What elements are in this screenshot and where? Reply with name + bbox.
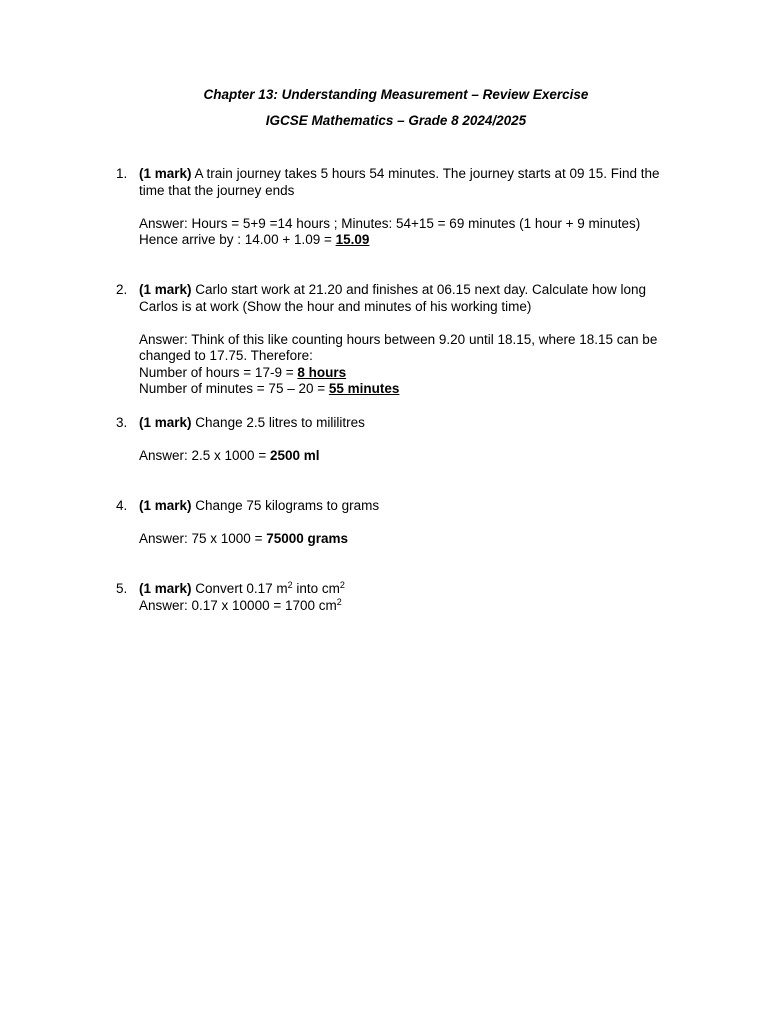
answer-intro: Answer: Think of this like counting hours between 9.20 until 18.15, where 18.15 can be changed to 17.75. Therefore: — [139, 331, 658, 363]
document-title: Chapter 13: Understanding Measurement – Review Exercise — [203, 87, 589, 102]
question-prompt-a: Convert 0.17 m — [195, 581, 288, 596]
mark-label: (1 mark) — [139, 415, 192, 430]
question-3 — [116, 415, 676, 465]
answer-prefix: Answer: 2.5 x 1000 = — [139, 448, 270, 463]
question-number: 3. — [116, 415, 128, 430]
mark-label: (1 mark) — [139, 581, 192, 596]
answer-result: 2500 ml — [269, 448, 320, 463]
question-prompt-b: into cm — [292, 581, 340, 596]
question-prompt: A train journey takes 5 hours 54 minutes. The journey starts at 09 15. Find the time that the journey ends — [139, 166, 660, 198]
answer-line — [139, 448, 676, 465]
question-number: 5. — [116, 581, 128, 596]
question-text — [139, 498, 676, 515]
exponent: 2 — [336, 596, 342, 607]
answer-result: 8 hours — [297, 364, 347, 380]
question-number: 1. — [116, 166, 128, 181]
question-4 — [116, 498, 676, 548]
answer-prefix: Answer: 0.17 x 10000 = 1700 cm — [139, 597, 337, 613]
question-text — [139, 415, 676, 432]
mark-label: (1 mark) — [139, 166, 192, 181]
question-5 — [116, 581, 676, 614]
document-subtitle: IGCSE Mathematics – Grade 8 2024/2025 — [265, 113, 527, 128]
answer-line — [139, 365, 676, 382]
mark-label: (1 mark) — [139, 282, 192, 297]
question-prompt: Carlo start work at 21.20 and finishes at 06.15 next day. Calculate how long Carlos is at work (Show the hour and minutes of his working time) — [139, 282, 647, 314]
answer-prefix: Number of hours = 17-9 = — [139, 364, 298, 380]
answer-result: 15.09 — [335, 232, 370, 247]
question-2 — [116, 282, 676, 398]
answer-prefix: Number of minutes = 75 – 20 = — [139, 381, 329, 396]
question-prompt: Change 2.5 litres to mililitres — [195, 415, 365, 430]
question-text — [139, 166, 676, 199]
answer-prefix: Answer: 75 x 1000 = — [139, 531, 267, 546]
exponent: 2 — [339, 580, 345, 590]
mark-label: (1 mark) — [139, 498, 192, 513]
answer-line — [139, 381, 676, 398]
answer-line — [139, 232, 676, 249]
question-text — [139, 581, 676, 598]
question-prompt: Change 75 kilograms to grams — [195, 498, 380, 513]
answer-line — [139, 598, 676, 615]
question-number: 4. — [116, 498, 128, 513]
answer-line — [139, 531, 676, 548]
question-text — [139, 282, 676, 315]
answer-line: Answer: Hours = 5+9 =14 hours ; Minutes: 54+15 = 69 minutes (1 hour + 9 minutes) — [139, 215, 641, 231]
answer-result: 55 minutes — [328, 381, 400, 396]
question-number: 2. — [116, 282, 128, 297]
question-1 — [116, 166, 676, 249]
answer-result: 75000 grams — [266, 531, 349, 546]
exponent: 2 — [287, 580, 293, 590]
answer-prefix: Hence arrive by : 14.00 + 1.09 = — [139, 232, 336, 247]
